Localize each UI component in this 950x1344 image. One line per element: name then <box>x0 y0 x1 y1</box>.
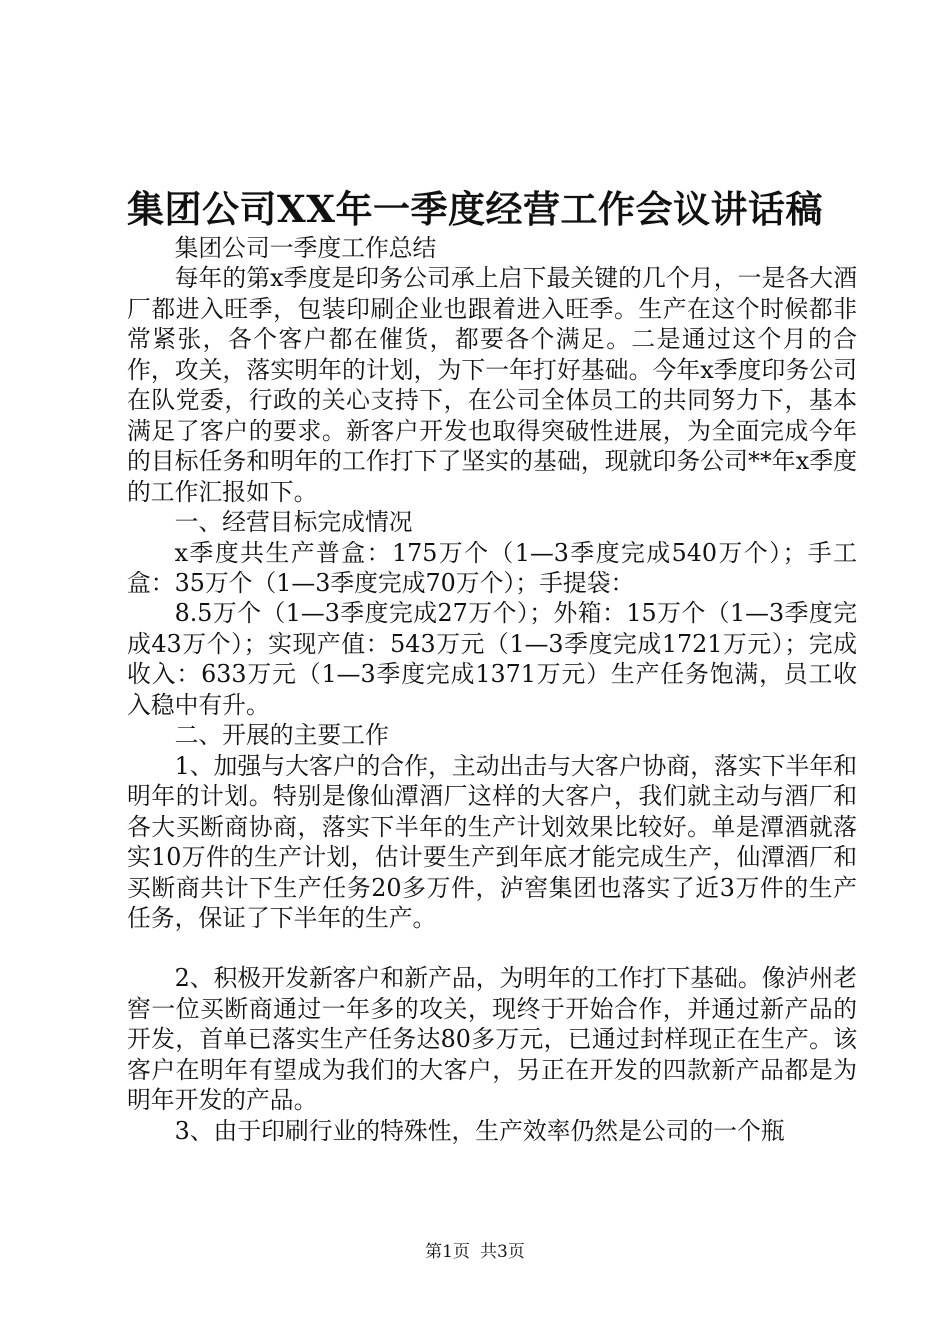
page-total: 共3页 <box>480 1242 525 1262</box>
section-heading: 一、经营目标完成情况 <box>174 508 413 537</box>
body-paragraph: x季度共生产普盒：175万个（1—3季度完成540万个）；手工盒：35万个（1—3季度完成70万个）；手提袋： <box>127 538 857 597</box>
body-paragraph: 8.5万个（1—3季度完成27万个）；外箱：15万个（1—3季度完成43万个）；实现产值：543万元（1—3季度完成1721万元）；完成收入：633万元（1—3季度完成1371万元）生产任务饱满，员工收入稳中有升。 <box>127 599 857 719</box>
page-footer <box>0 1240 950 1264</box>
body-paragraph: 3、由于印刷行业的特殊性，生产效率仍然是公司的一个瓶 <box>174 1116 785 1145</box>
body-paragraph: 每年的第x季度是印务公司承上启下最关键的几个月，一是各大酒厂都进入旺季，包装印刷企业也跟着进入旺季。生产在这个时候都非常紧张，各个客户都在催货，都要各个满足。二是通过这个月的合作，攻关，落实明年的计划，为下一年打好基础。今年x季度印务公司在队党委，行政的关心支持下，在公司全体员工的共同努力下，基本满足了客户的要求。新客户开发也取得突破性进展，为全面完成今年的目标任务和明年的工作打下了坚实的基础，现就印务公司**年x季度的工作汇报如下。 <box>127 264 857 506</box>
section-heading: 二、开展的主要工作 <box>174 721 389 750</box>
body-paragraph: 1、加强与大客户的合作，主动出击与大客户协商，落实下半年和明年的计划。特别是像仙潭酒厂这样的大客户，我们就主动与酒厂和各大买断商协商，落实下半年的生产计划效果比较好。单是潭酒就落实10万件的生产计划，估计要生产到年底才能完成生产，仙潭酒厂和买断商共计下生产任务20多万件，泸窖集团也落实了近3万件的生产任务，保证了下半年的生产。 <box>127 751 857 932</box>
document-body <box>127 233 857 1146</box>
section-heading: 集团公司一季度工作总结 <box>174 234 437 262</box>
document-title: 集团公司XX年一季度经营工作会议讲话稿 <box>127 187 823 231</box>
body-paragraph: 2、积极开发新客户和新产品，为明年的工作打下基础。像泸州老窖一位买断商通过一年多的攻关，现终于开始合作，并通过新产品的开发，首单已落实生产任务达80多万元，已通过封样现正在生产。该客户在明年有望成为我们的大客户，另正在开发的四款新产品都是为明年开发的产品。 <box>127 964 857 1115</box>
page-number: 第1页 <box>425 1242 470 1262</box>
